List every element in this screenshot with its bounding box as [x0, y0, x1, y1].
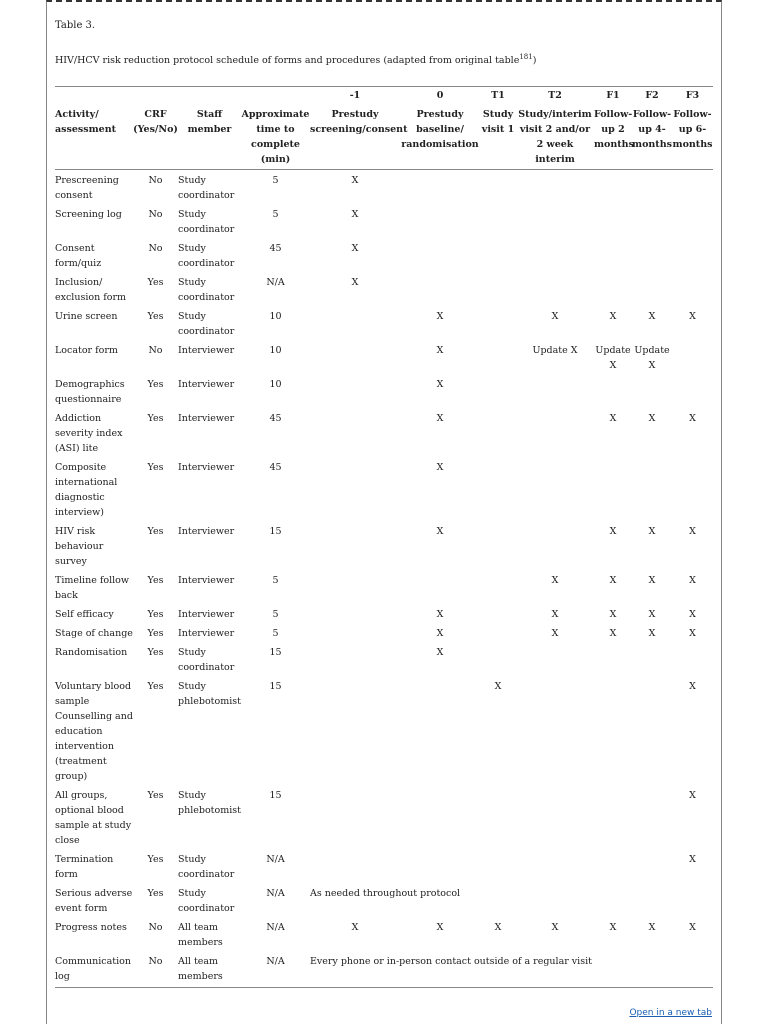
table-cell: X: [436, 628, 444, 639]
table-cell: No: [148, 345, 163, 356]
caption-close: ): [532, 55, 537, 67]
table-cell: X: [648, 413, 656, 424]
table-cell: Interviewer: [178, 628, 235, 639]
table-cell: Prescreening consent: [55, 175, 119, 201]
table-cell: X: [436, 922, 444, 933]
table-cell: No: [148, 209, 163, 220]
column-code: -1: [349, 90, 361, 101]
table-cell: X: [351, 922, 359, 933]
table-cell: X: [436, 311, 444, 322]
column-header: Prestudy baseline/ randomisation: [401, 109, 479, 150]
table-cell: X: [609, 609, 617, 620]
table-cell: All groups, optional blood sample at study close: [55, 790, 132, 846]
table-cell: Interviewer: [178, 526, 235, 537]
table-cell: Yes: [147, 647, 164, 658]
table-cell: X: [436, 609, 444, 620]
table-cell: 15: [269, 526, 282, 537]
table-cell: Communication log: [55, 956, 131, 982]
table-cell: 10: [269, 379, 282, 390]
table-cell: Yes: [147, 628, 164, 639]
table-cell: N/A: [266, 922, 285, 933]
table-cell: Study coordinator: [178, 209, 235, 235]
table-cell: 45: [269, 413, 282, 424]
table-cell: Screening log: [55, 209, 122, 220]
column-header: Follow- up 4- months: [632, 109, 672, 150]
table-cell: X: [436, 647, 444, 658]
table-cell: 5: [272, 175, 279, 186]
table-cell: X: [609, 628, 617, 639]
column-header: Approximate time to complete (min): [241, 109, 310, 165]
table-cell: X: [436, 413, 444, 424]
table-cell: 45: [269, 243, 282, 254]
table-cell: X: [436, 379, 444, 390]
table-cell: All team members: [178, 956, 223, 982]
table-cell: All team members: [178, 922, 223, 948]
table-cell: X: [351, 209, 359, 220]
table-cell: Locator form: [55, 345, 118, 356]
table-cell: X: [609, 526, 617, 537]
table-header-rule: [55, 169, 713, 170]
table-cell: Study coordinator: [178, 175, 235, 201]
table-cell: Yes: [147, 462, 164, 473]
column-header: Follow- up 6- months: [672, 109, 713, 150]
table-cell: Demographics questionnaire: [55, 379, 125, 405]
table-cell: Stage of change: [55, 628, 133, 639]
open-in-new-tab-link[interactable]: Open in a new tab: [629, 1008, 712, 1018]
table-cell: 15: [269, 647, 282, 658]
column-header: Study/interim visit 2 and/or 2 week interim: [518, 109, 592, 165]
table-cell: X: [689, 922, 696, 933]
table-cell: Yes: [147, 790, 164, 801]
table-cell: HIV risk behaviour survey: [55, 526, 104, 567]
table-cell: X: [689, 311, 696, 322]
table-cell: X: [609, 311, 617, 322]
table-cell: 5: [272, 609, 279, 620]
table-cell: X: [689, 681, 696, 692]
column-code: F1: [606, 90, 620, 101]
column-code: T2: [548, 90, 562, 101]
table-cell: Interviewer: [178, 379, 235, 390]
column-code: F3: [685, 90, 700, 101]
caption-reference[interactable]: 181: [519, 53, 533, 61]
table-cell: Interviewer: [178, 575, 235, 586]
table-cell: 10: [269, 311, 282, 322]
table-cell: X: [551, 311, 559, 322]
table-cell: Inclusion/ exclusion form: [55, 277, 127, 303]
spanning-note: Every phone or in-person contact outside of a regular visit: [310, 956, 592, 967]
table-cell: Interviewer: [178, 345, 235, 356]
table-cell: Study phlebotomist: [178, 681, 241, 707]
table-cell: 15: [269, 681, 282, 692]
table-cell: X: [436, 345, 444, 356]
table-cell: N/A: [266, 956, 285, 967]
table-cell: Yes: [147, 888, 164, 899]
table-cell: X: [351, 277, 359, 288]
table-cell: Study coordinator: [178, 854, 235, 880]
table-cell: Study coordinator: [178, 888, 235, 914]
table-cell: Progress notes: [55, 922, 127, 933]
table-cell: Yes: [147, 575, 164, 586]
table-cell: No: [148, 175, 163, 186]
column-code: T1: [491, 90, 505, 101]
table-cell: N/A: [266, 888, 285, 899]
table-cell: X: [609, 922, 617, 933]
table-cell: X: [494, 922, 502, 933]
table-cell: X: [648, 609, 656, 620]
table-cell: X: [551, 575, 559, 586]
table-cell: Interviewer: [178, 609, 235, 620]
column-header: Staff member: [187, 109, 232, 135]
table-cell: X: [689, 575, 696, 586]
table-cell: Addiction severity index (ASI) lite: [55, 413, 123, 454]
table-cell: X: [689, 413, 696, 424]
column-header: CRF (Yes/No): [133, 109, 178, 135]
column-code: F2: [645, 90, 659, 101]
table-cell: X: [551, 628, 559, 639]
table-cell: X: [436, 526, 444, 537]
table-cell: Yes: [147, 681, 164, 692]
table-cell: X: [648, 526, 656, 537]
table-cell: 10: [269, 345, 282, 356]
table-cell: Study coordinator: [178, 311, 235, 337]
table-cell: Interviewer: [178, 462, 235, 473]
table-cell: Study coordinator: [178, 277, 235, 303]
table-cell: X: [351, 175, 359, 186]
table-cell: Termination form: [55, 854, 114, 880]
table-cell: 15: [269, 790, 282, 801]
table-cell: Yes: [147, 854, 164, 865]
column-header: Study visit 1: [481, 109, 515, 135]
table-cell: X: [551, 922, 559, 933]
table-cell: Yes: [147, 277, 164, 288]
table-cell: X: [689, 854, 696, 865]
spanning-note: As needed throughout protocol: [310, 888, 461, 899]
table-cell: Yes: [147, 413, 164, 424]
table-cell: 5: [272, 575, 279, 586]
table-cell: N/A: [266, 277, 285, 288]
table-cell: Timeline follow back: [55, 575, 130, 601]
table-cell: Voluntary blood sample Counselling and education intervention (treatment group): [55, 681, 133, 782]
table-cell: X: [648, 575, 656, 586]
table-cell: 5: [272, 209, 279, 220]
table-cell: X: [351, 243, 359, 254]
table-cell: X: [689, 790, 696, 801]
table-bottom-rule: [55, 987, 713, 988]
table-cell: Update X: [634, 345, 670, 371]
table-cell: Update X: [532, 345, 578, 356]
table-cell: X: [609, 413, 617, 424]
table-cell: X: [689, 609, 696, 620]
table-cell: No: [148, 243, 163, 254]
table-cell: X: [689, 526, 696, 537]
table-cell: N/A: [266, 854, 285, 865]
table-cell: Yes: [147, 379, 164, 390]
table-cell: Interviewer: [178, 413, 235, 424]
table-cell: X: [494, 681, 502, 692]
table-cell: Randomisation: [55, 647, 128, 658]
column-header: Follow- up 2 months: [594, 109, 634, 150]
table-cell: X: [436, 462, 444, 473]
table-cell: Serious adverse event form: [55, 888, 133, 914]
table-cell: X: [551, 609, 559, 620]
column-code: 0: [436, 90, 444, 101]
table-caption: [55, 53, 536, 66]
table-cell: X: [689, 628, 696, 639]
table-cell: Yes: [147, 526, 164, 537]
caption-text: HIV/HCV risk reduction protocol schedule of forms and procedures (adapted from original table: [55, 55, 520, 67]
table-cell: Self efficacy: [55, 609, 114, 620]
table-cell: Yes: [147, 609, 164, 620]
table-cell: X: [648, 311, 656, 322]
table-cell: Update X: [595, 345, 631, 371]
table-cell: X: [648, 628, 656, 639]
table-cell: Study coordinator: [178, 243, 235, 269]
table-cell: No: [148, 956, 163, 967]
table-cell: 45: [269, 462, 282, 473]
table-cell: Urine screen: [55, 311, 118, 322]
table-cell: Study phlebotomist: [178, 790, 241, 816]
table-cell: Study coordinator: [178, 647, 235, 673]
table-label: Table 3.: [55, 20, 96, 31]
table-frame: [46, 0, 722, 1024]
table-cell: X: [609, 575, 617, 586]
column-header: Activity/ assessment: [55, 109, 116, 135]
column-header: Prestudy screening/consent: [310, 109, 408, 135]
table-cell: Consent form/quiz: [55, 243, 102, 269]
table-top-rule: [55, 86, 713, 87]
table-cell: No: [148, 922, 163, 933]
table-cell: X: [648, 922, 656, 933]
table-cell: 5: [272, 628, 279, 639]
table-cell: Yes: [147, 311, 164, 322]
table-cell: Composite international diagnostic interview): [55, 462, 118, 518]
